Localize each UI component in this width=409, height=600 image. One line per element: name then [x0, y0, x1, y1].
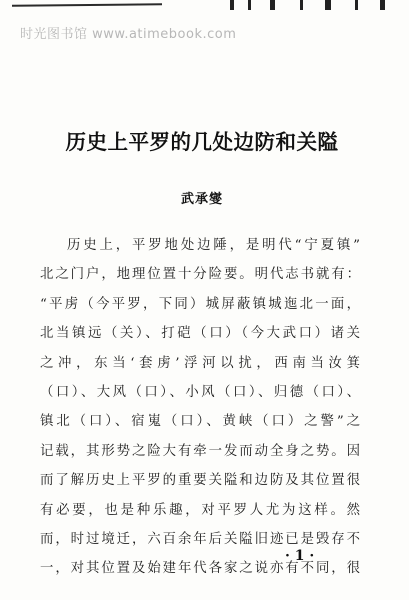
text-line: 而了解历史上平罗的重要关隘和边防及其位置很 [40, 473, 360, 489]
scan-edge-marks [230, 0, 400, 10]
page-number: · 1 · [285, 548, 315, 564]
watermark: 时光图书馆 www.atimebook.com [20, 27, 237, 42]
author-name: 武承燮 [180, 192, 223, 207]
text-line: 有必要，也是种乐趣，对平罗人尤为这样。然 [40, 502, 360, 518]
text-line: 而，时过境迁，六百余年后关隘旧迹已是毁存不 [40, 531, 360, 547]
scan-edge-line [12, 3, 162, 7]
text-line: 北当镇远（关）、打硙（口）（今大武口）诸关 [40, 326, 360, 342]
body-text [40, 231, 360, 584]
chapter-title: 历史上平罗的几处边防和关隘 [65, 130, 339, 154]
text-line: 之冲，东当‘套虏’浮河以扰，西南当汝箕 [40, 355, 360, 371]
text-line: 历史上，平罗地处边陲，是明代“宁夏镇” [67, 238, 360, 253]
text-line: 镇北（口）、宿嵬（口）、黄峡（口）之警”之 [40, 414, 360, 430]
text-line: （口）、大风（口）、小风（口）、归德（口）、 [40, 384, 360, 400]
text-line: 一，对其位置及始建年代各家之说亦有不同，很 [40, 561, 360, 577]
text-line: 记载，其形势之险大有牵一发而动全身之势。因 [40, 443, 360, 459]
text-line: “平虏（今平罗，下同）城屏蔽镇城迤北一面， [40, 296, 360, 312]
text-line: 北之门户，地理位置十分险要。明代志书就有： [40, 267, 360, 283]
